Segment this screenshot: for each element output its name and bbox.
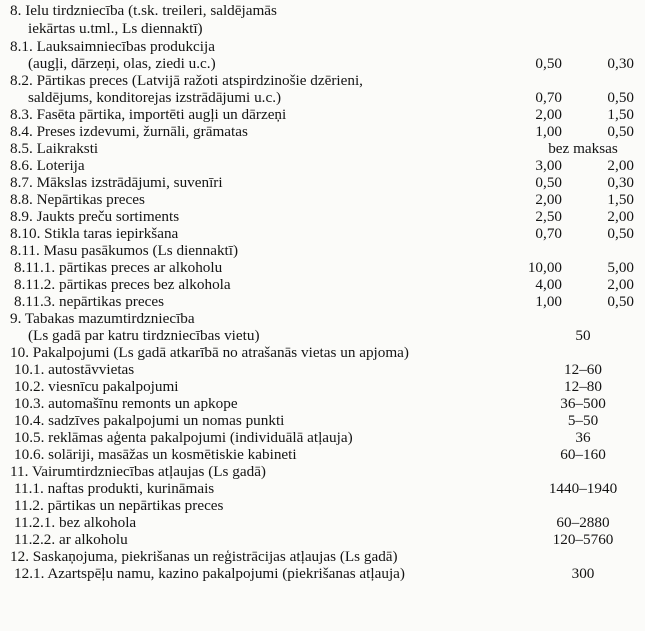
rate-value-range: 36 (575, 429, 591, 446)
rate-value-range: 12–80 (564, 378, 602, 395)
table-row (0, 361, 645, 379)
table-row (0, 446, 645, 464)
rate-value-range: 120–5760 (552, 531, 614, 548)
row-label: saldējums, konditorejas izstrādājumi u.c.) (28, 89, 282, 106)
rate-value-1: 0,50 (535, 55, 562, 72)
row-label: 8.2. Pārtikas preces (Latvijā ražoti atspirdzinošie dzērieni, (10, 72, 363, 89)
rate-value-1: 0,50 (535, 174, 562, 191)
rate-value-1: 4,00 (535, 276, 562, 293)
rate-value-2: 0,50 (607, 123, 634, 140)
table-row (0, 429, 645, 447)
rate-value-1: 2,00 (535, 191, 562, 208)
rate-value-range: 36–500 (560, 395, 606, 412)
row-label: 11.2.2. ar alkoholu (14, 531, 128, 548)
rate-value-range: 5–50 (567, 412, 599, 429)
table-row (0, 259, 645, 277)
table-row (0, 157, 645, 175)
row-label: 8.7. Mākslas izstrādājumi, suvenīri (10, 174, 223, 191)
rate-value-range: 60–160 (560, 446, 606, 463)
rate-value-1: 3,00 (535, 157, 562, 174)
table-row (0, 514, 645, 532)
row-label: 10.4. sadzīves pakalpojumi un nomas punkti (14, 412, 285, 429)
table-row (0, 20, 645, 38)
table-row (0, 497, 645, 515)
table-row (0, 174, 645, 192)
table-row (0, 310, 645, 328)
table-row (0, 276, 645, 294)
row-label: (augļi, dārzeņi, olas, ziedi u.c.) (28, 55, 216, 72)
rate-value-range: 1440–1940 (548, 480, 618, 497)
table-row (0, 106, 645, 124)
row-label: 8.11.2. pārtikas preces bez alkohola (14, 276, 231, 293)
row-label: 8.9. Jaukts preču sortiments (10, 208, 180, 225)
row-label: iekārtas u.tml., Ls diennaktī) (28, 20, 203, 37)
table-row (0, 531, 645, 549)
rate-value-2: 0,30 (607, 174, 634, 191)
table-row (0, 208, 645, 226)
table-row (0, 378, 645, 396)
rate-value-1: 1,00 (535, 123, 562, 140)
rate-value-2: 0,30 (607, 55, 634, 72)
table-row (0, 242, 645, 260)
row-label: 10.3. automašīnu remonts un apkope (14, 395, 238, 412)
row-label: 8.11. Masu pasākumos (Ls diennaktī) (10, 242, 239, 259)
table-row (0, 327, 645, 345)
rate-value-range: 300 (571, 565, 595, 582)
row-label: 10.1. autostāvvietas (14, 361, 135, 378)
rate-value-1: 0,70 (535, 89, 562, 106)
rate-value-2: 2,00 (607, 208, 634, 225)
rate-value-1: 1,00 (535, 293, 562, 310)
row-label: 8.8. Nepārtikas preces (10, 191, 145, 208)
table-row (0, 38, 645, 56)
rate-value-1: 2,00 (535, 106, 562, 123)
table-row (0, 463, 645, 481)
table-row (0, 140, 645, 158)
row-label: 8.10. Stikla taras iepirkšana (10, 225, 179, 242)
table-row (0, 191, 645, 209)
table-row (0, 548, 645, 566)
rate-value-1: 2,50 (535, 208, 562, 225)
row-label: 10. Pakalpojumi (Ls gadā atkarībā no atrašanās vietas un apjoma) (10, 344, 409, 361)
row-label: 8. Ielu tirdzniecība (t.sk. treileri, saldējamās (10, 2, 277, 19)
rate-value-2: 2,00 (607, 157, 634, 174)
rate-value-1: 10,00 (527, 259, 562, 276)
row-label: 11.1. naftas produkti, kurināmais (14, 480, 215, 497)
table-row (0, 412, 645, 430)
table-row (0, 72, 645, 90)
row-label: 11. Vairumtirdzniecības atļaujas (Ls gadā) (10, 463, 266, 480)
row-label: 8.6. Loterija (10, 157, 85, 174)
row-label: 8.5. Laikraksti (10, 140, 99, 157)
table-row (0, 395, 645, 413)
row-label: 12. Saskaņojuma, piekrišanas un reģistrācijas atļaujas (Ls gadā) (10, 548, 398, 565)
row-label: 12.1. Azartspēļu namu, kazino pakalpojumi (piekrišanas atļauja) (14, 565, 405, 582)
row-label: 8.11.3. nepārtikas preces (14, 293, 164, 310)
rate-value-2: 0,50 (607, 225, 634, 242)
row-label: (Ls gadā par katru tirdzniecības vietu) (28, 327, 260, 344)
row-label: 11.2. pārtikas un nepārtikas preces (14, 497, 224, 514)
rate-value-range: bez maksas (548, 140, 618, 157)
rate-value-2: 1,50 (607, 106, 634, 123)
table-row (0, 225, 645, 243)
row-label: 9. Tabakas mazumtirdzniecība (10, 310, 195, 327)
row-label: 11.2.1. bez alkohola (14, 514, 137, 531)
rate-value-range: 50 (575, 327, 591, 344)
row-label: 8.3. Fasēta pārtika, importēti augļi un dārzeņi (10, 106, 287, 123)
rate-value-2: 0,50 (607, 293, 634, 310)
table-row (0, 123, 645, 141)
rate-value-range: 60–2880 (556, 514, 610, 531)
table-row (0, 2, 645, 20)
table-row (0, 55, 645, 73)
row-label: 10.6. solāriji, masāžas un kosmētiskie kabineti (14, 446, 297, 463)
row-label: 8.11.1. pārtikas preces ar alkoholu (14, 259, 223, 276)
row-label: 10.2. viesnīcu pakalpojumi (14, 378, 179, 395)
table-row (0, 344, 645, 362)
rate-value-2: 5,00 (607, 259, 634, 276)
rate-value-2: 1,50 (607, 191, 634, 208)
table-row (0, 89, 645, 107)
table-row (0, 480, 645, 498)
rate-value-range: 12–60 (564, 361, 602, 378)
row-label: 10.5. reklāmas aģenta pakalpojumi (individuālā atļauja) (14, 429, 353, 446)
rate-value-1: 0,70 (535, 225, 562, 242)
row-label: 8.1. Lauksaimniecības produkcija (10, 38, 215, 55)
row-label: 8.4. Preses izdevumi, žurnāli, grāmatas (10, 123, 248, 140)
rate-value-2: 2,00 (607, 276, 634, 293)
table-row (0, 293, 645, 311)
table-row (0, 565, 645, 583)
rate-value-2: 0,50 (607, 89, 634, 106)
